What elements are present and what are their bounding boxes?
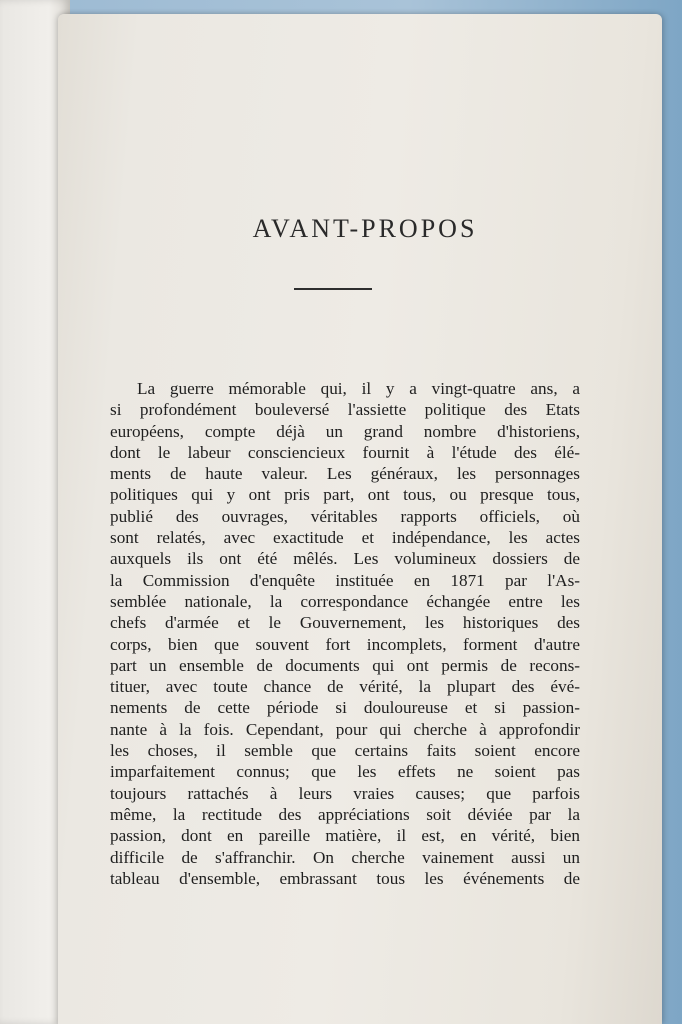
text-line: tituer, avec toute chance de vérité, la plupart des évé- <box>110 677 580 697</box>
text-line: tableau d'ensemble, embrassant tous les événements de <box>110 868 580 888</box>
text-line: La guerre mémorable qui, il y a vingt-quatre ans, a <box>137 379 580 398</box>
text-line: européens, compte déjà un grand nombre d'historiens, <box>110 421 580 441</box>
text-line: corps, bien que souvent fort incomplets, forment d'autre <box>110 634 580 654</box>
text-line: la Commission d'enquête instituée en 1871 par l'As- <box>110 570 580 590</box>
text-line: ments de haute valeur. Les généraux, les personnages <box>110 464 580 484</box>
text-line: même, la rectitude des appréciations soit déviée par la <box>110 804 580 824</box>
text-line: sont relatés, avec exactitude et indépendance, les actes <box>110 528 580 548</box>
text-line: politiques qui y ont pris part, ont tous, ou presque tous, <box>110 485 580 505</box>
text-line: si profondément bouleversé l'assiette politique des Etats <box>110 400 580 420</box>
body-paragraph <box>110 378 580 889</box>
text-line: auxquels ils ont été mêlés. Les volumineux dossiers de <box>110 549 580 569</box>
text-line: nements de cette période si douloureuse et si passion- <box>110 698 580 718</box>
text-line: chefs d'armée et le Gouvernement, les historiques des <box>110 613 580 633</box>
page-title: AVANT-PROPOS <box>252 214 478 243</box>
text-line: semblée nationale, la correspondance échangée entre les <box>110 591 580 611</box>
text-line: passion, dont en pareille matière, il est, en vérité, bien <box>110 826 580 846</box>
text-line: toujours rattachés à leurs vraies causes; que parfois <box>110 783 580 803</box>
title-rule <box>294 288 372 290</box>
text-line: difficile de s'affranchir. On cherche vainement aussi un <box>110 847 580 867</box>
text-line: publié des ouvrages, véritables rapports officiels, où <box>110 506 580 526</box>
text-line: imparfaitement connus; que les effets ne soient pas <box>110 762 580 782</box>
text-line: part un ensemble de documents qui ont permis de recons- <box>110 655 580 675</box>
text-line: les choses, il semble que certains faits soient encore <box>110 741 580 761</box>
text-line: dont le labeur consciencieux fournit à l'étude des élé- <box>110 442 580 462</box>
text-line: nante à la fois. Cependant, pour qui cherche à approfondir <box>110 719 580 739</box>
book-page <box>58 14 662 1024</box>
